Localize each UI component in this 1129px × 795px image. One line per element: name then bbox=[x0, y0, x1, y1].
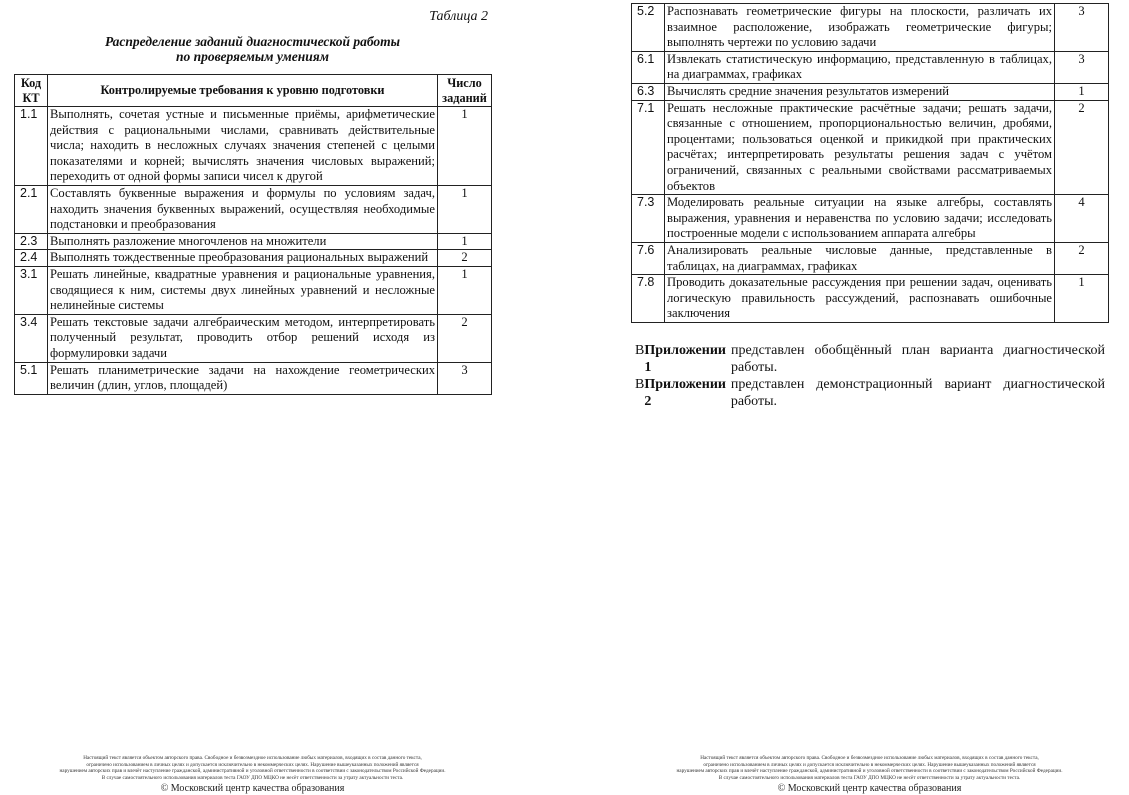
row-requirement: Решать линейные, квадратные уравнения и рациональные уравнения, сводящиеся к ним, системы двух линейных уравнений и несложные нелинейные системы bbox=[48, 266, 438, 314]
appendix-note-1 bbox=[635, 342, 1105, 376]
row-code: 3.1 bbox=[15, 266, 48, 314]
footer-line: нарушением авторских прав и влечёт наступление гражданской, административной и уголовной ответственности в соответствии с законодательством Российской Федерации. bbox=[59, 768, 446, 775]
row-requirement: Моделировать реальные ситуации на языке алгебры, составлять выражения, уравнения и неравенства по условию задачи; исследовать построенные модели с использованием аппарата алгебры bbox=[665, 195, 1055, 243]
row-code: 5.1 bbox=[15, 362, 48, 394]
row-count: 1 bbox=[1055, 275, 1109, 323]
row-count: 1 bbox=[438, 107, 492, 186]
row-code: 6.3 bbox=[632, 83, 665, 100]
row-code: 5.2 bbox=[632, 4, 665, 52]
row-requirement: Составлять буквенные выражения и формулы по условиям задач, находить значения буквенных выражений, осуществляя необходимые подстановки и преобразования bbox=[48, 185, 438, 233]
header-requirement: Контролируемые требования к уровню подготовки bbox=[48, 75, 438, 107]
footer-line: ограничено использованием в личных целях и допускается исключительно в некоммерческих целях. Нарушение вышеуказанных положений является bbox=[703, 761, 1036, 768]
table-row bbox=[15, 362, 492, 394]
table-title bbox=[14, 34, 491, 64]
footer-copyright: © Московский центр качества образования bbox=[160, 783, 345, 795]
table-row bbox=[632, 100, 1109, 195]
row-code: 2.1 bbox=[15, 185, 48, 233]
right-table-body bbox=[632, 4, 1109, 323]
table-row bbox=[632, 242, 1109, 274]
row-count: 2 bbox=[438, 250, 492, 267]
table-row bbox=[632, 4, 1109, 52]
left-table-body bbox=[15, 107, 492, 395]
footer-copyright: © Московский центр качества образования bbox=[777, 783, 962, 795]
table-title-line2: по проверяемым умениям bbox=[175, 49, 330, 64]
table-row bbox=[15, 266, 492, 314]
row-code: 2.4 bbox=[15, 250, 48, 267]
header-code: Код КТ bbox=[15, 75, 48, 107]
row-requirement: Решать текстовые задачи алгебраическим методом, интерпретировать полученный результат, проводить отбор решений исходя из формулировки задачи bbox=[48, 314, 438, 362]
row-count: 1 bbox=[438, 185, 492, 233]
row-count: 3 bbox=[1055, 4, 1109, 52]
row-code: 7.8 bbox=[632, 275, 665, 323]
row-requirement: Распознавать геометрические фигуры на плоскости, различать их взаимное расположение, изображать геометрические фигуры; выполнять чертежи по условию задачи bbox=[665, 4, 1055, 52]
row-count: 2 bbox=[1055, 242, 1109, 274]
table-label: Таблица 2 bbox=[429, 9, 488, 24]
row-code: 2.3 bbox=[15, 233, 48, 250]
table-row bbox=[632, 51, 1109, 83]
skills-table-continued bbox=[631, 3, 1109, 323]
footer-line: Настоящий текст является объектом авторского права. Свободное и безвозмездное использование любых материалов, входящих в состав данного текста, bbox=[83, 755, 422, 761]
row-code: 6.1 bbox=[632, 51, 665, 83]
row-requirement: Извлекать статистическую информацию, представленную в таблицах, на диаграммах, графиках bbox=[665, 51, 1055, 83]
note-prefix: В bbox=[635, 343, 645, 358]
row-count: 2 bbox=[438, 314, 492, 362]
row-code: 1.1 bbox=[15, 107, 48, 186]
row-count: 1 bbox=[438, 233, 492, 250]
appendix-2-link: Приложении 2 bbox=[644, 377, 726, 409]
row-count: 2 bbox=[1055, 100, 1109, 195]
footer-line: Настоящий текст является объектом авторского права. Свободное и безвозмездное использование любых материалов, входящих в состав данного текста, bbox=[700, 755, 1039, 761]
table-row bbox=[15, 250, 492, 267]
row-code: 7.6 bbox=[632, 242, 665, 274]
note-prefix: В bbox=[635, 377, 645, 392]
row-count: 3 bbox=[438, 362, 492, 394]
note-text: представлен обобщённый план варианта диагностической работы. bbox=[731, 343, 1105, 375]
table-title-line1: Распределение заданий диагностической работы bbox=[104, 34, 401, 49]
row-code: 7.3 bbox=[632, 195, 665, 243]
row-count: 3 bbox=[1055, 51, 1109, 83]
table-row bbox=[15, 107, 492, 186]
row-requirement: Анализировать реальные числовые данные, представленные в таблицах, на диаграммах, графиках bbox=[665, 242, 1055, 274]
table-row bbox=[632, 275, 1109, 323]
row-code: 3.4 bbox=[15, 314, 48, 362]
row-count: 1 bbox=[1055, 83, 1109, 100]
row-requirement: Вычислять средние значения результатов измерений bbox=[665, 83, 1055, 100]
footer-line: В случае самостоятельного использования материалов теста ГАОУ ДПО МЦКО не несёт ответственности за утрату актуальности теста. bbox=[101, 774, 404, 781]
row-requirement: Выполнять разложение многочленов на множители bbox=[48, 233, 438, 250]
appendix-1-link: Приложении 1 bbox=[644, 343, 726, 375]
footer-line: В случае самостоятельного использования материалов теста ГАОУ ДПО МЦКО не несёт ответственности за утрату актуальности теста. bbox=[718, 774, 1021, 781]
note-text: представлен демонстрационный вариант диагностической работы. bbox=[730, 377, 1105, 409]
table-row bbox=[632, 195, 1109, 243]
row-count: 1 bbox=[438, 266, 492, 314]
footer-line: нарушением авторских прав и влечёт наступление гражданской, административной и уголовной ответственности в соответствии с законодательством Российской Федерации. bbox=[676, 768, 1063, 775]
table-row bbox=[15, 233, 492, 250]
copyright-footer bbox=[14, 755, 491, 795]
appendix-note-2 bbox=[635, 376, 1105, 410]
header-count: Число заданий bbox=[438, 75, 492, 107]
appendix-notes bbox=[635, 342, 1105, 410]
table-row bbox=[632, 83, 1109, 100]
row-requirement: Выполнять тождественные преобразования рациональных выражений bbox=[48, 250, 438, 267]
row-code: 7.1 bbox=[632, 100, 665, 195]
footer-line: ограничено использованием в личных целях и допускается исключительно в некоммерческих целях. Нарушение вышеуказанных положений является bbox=[86, 761, 419, 768]
row-requirement: Проводить доказательные рассуждения при решении задач, оценивать логическую правильность рассуждений, распознавать ошибочные заключения bbox=[665, 275, 1055, 323]
row-requirement: Решать планиметрические задачи на нахождение геометрических величин (длин, углов, площадей) bbox=[48, 362, 438, 394]
row-requirement: Решать несложные практические расчётные задачи; решать задачи, связанные с отношением, пропорциональностью величин, дробями, процентами; пользоваться оценкой и прикидкой при практических расчётах; интерпретировать результаты решения задач с учётом ограничений, связанных с реальными свойствами рассматриваемых объектов bbox=[665, 100, 1055, 195]
table-row bbox=[15, 185, 492, 233]
table-row bbox=[15, 314, 492, 362]
copyright-footer bbox=[631, 755, 1108, 795]
row-count: 4 bbox=[1055, 195, 1109, 243]
skills-table bbox=[14, 74, 492, 395]
row-requirement: Выполнять, сочетая устные и письменные приёмы, арифметические действия с рациональными числами, сравнивать действительные числа; находить в несложных случаях значения степеней с целыми показателями и корней; вычислять значения числовых выражений; переходить от одной формы записи чисел к другой bbox=[48, 107, 438, 186]
